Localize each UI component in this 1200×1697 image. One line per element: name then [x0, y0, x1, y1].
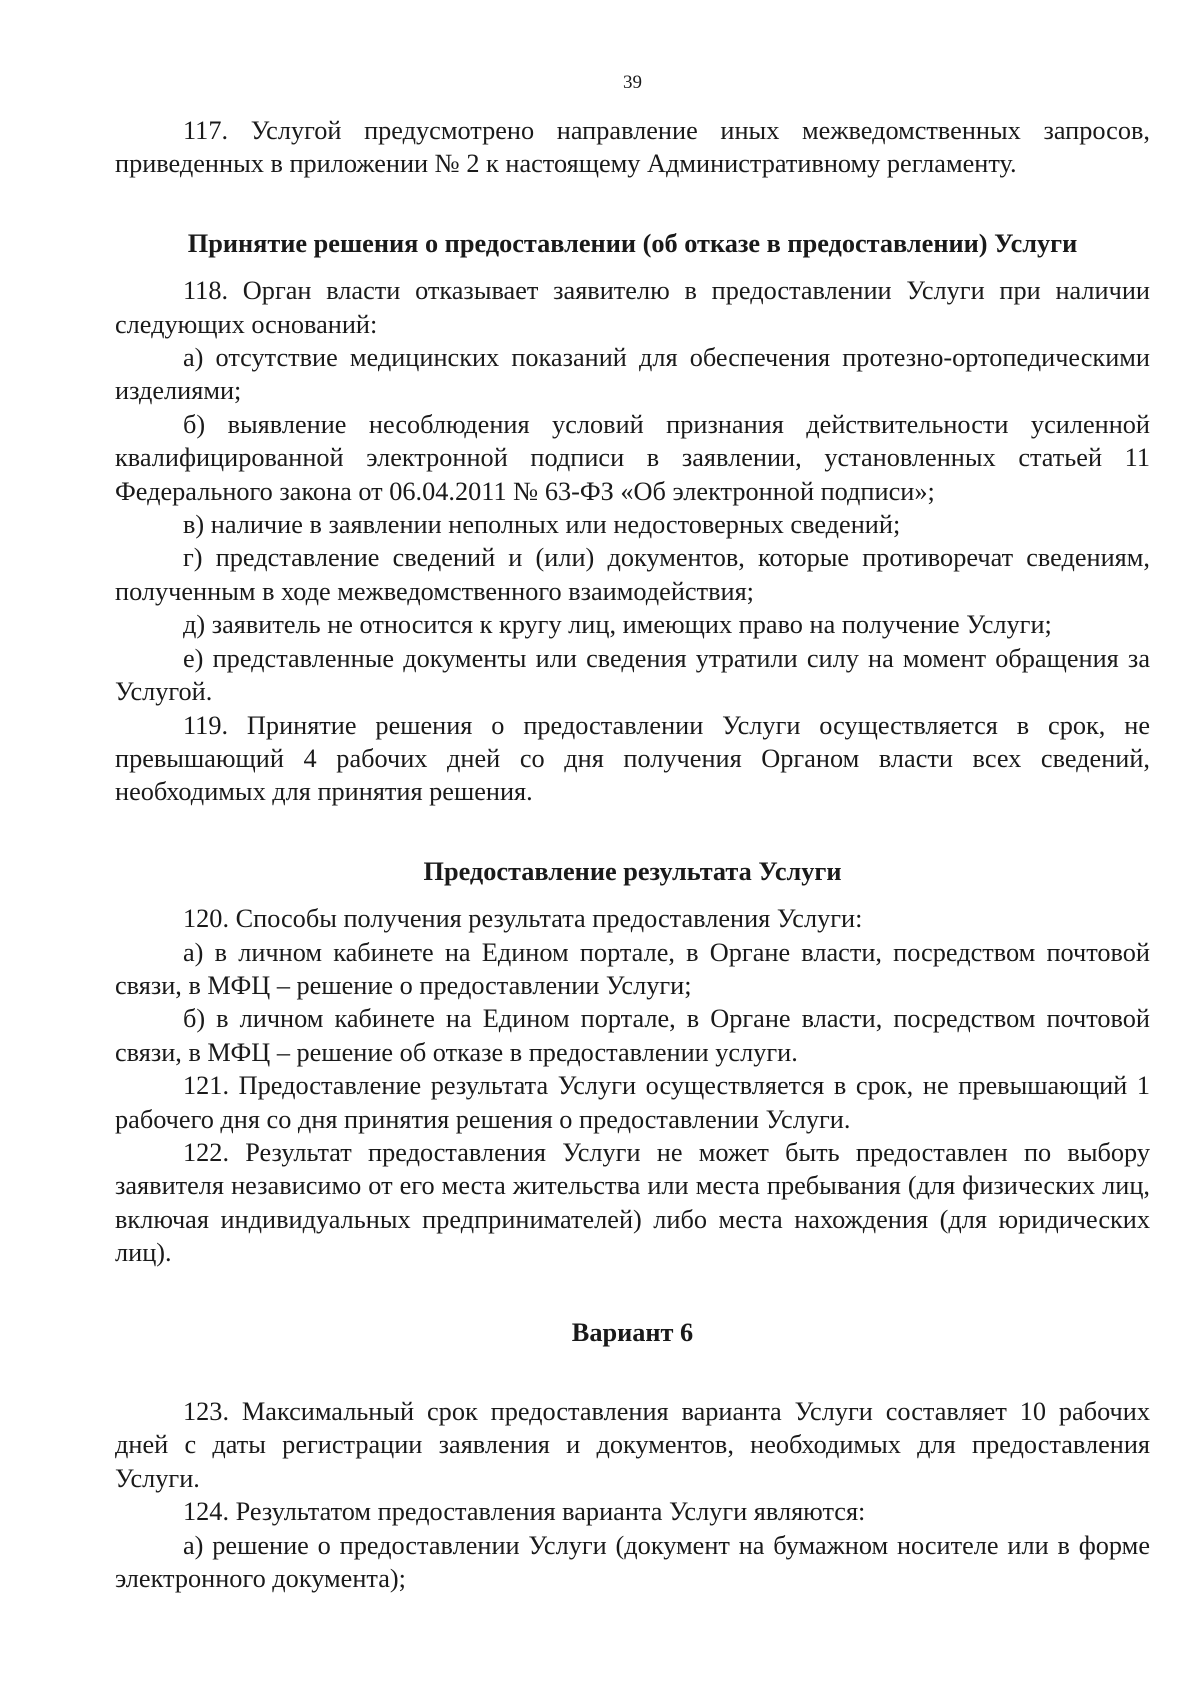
page-number: 39	[623, 72, 642, 93]
spacer	[115, 809, 1150, 855]
paragraph-122: 122. Результат предоставления Услуги не может быть предоставлен по выбору заявителя независимо от его места жительства или места пребывания (для физических лиц, включая индивидуальных предпринимателей) либо места нахождения (для юридических лиц).	[115, 1137, 1150, 1268]
spacer	[115, 888, 1150, 902]
paragraph-117: 117. Услугой предусмотрено направление иных межведомственных запросов, приведенных в приложении № 2 к настоящему Административному регламенту.	[115, 116, 1150, 179]
section-heading-result: Предоставление результата Услуги	[423, 856, 842, 886]
section-heading-decision: Принятие решения о предоставлении (об отказе в предоставлении) Услуги	[187, 228, 1078, 258]
spacer	[115, 181, 1150, 227]
spacer	[115, 1270, 1150, 1316]
list-item-124-a: а) решение о предоставлении Услуги (документ на бумажном носителе или в форме электронного документа);	[115, 1530, 1150, 1594]
list-item-118-e: е) представленные документы или сведения утратили силу на момент обращения за Услугой.	[115, 643, 1150, 707]
list-item-120-b: б) в личном кабинете на Едином портале, в Органе власти, посредством почтовой связи, в МФЦ – решение об отказе в предоставлении услуги.	[115, 1004, 1150, 1067]
paragraph-118: 118. Орган власти отказывает заявителю в предоставлении Услуги при наличии следующих оснований:	[115, 276, 1150, 339]
paragraph-121: 121. Предоставление результата Услуги осуществляется в срок, не превышающий 1 рабочего дня со дня принятия решения о предоставлении Услуги.	[115, 1071, 1150, 1134]
list-item-118-b: б) выявление несоблюдения условий признания действительности усиленной квалифицированной электронной подписи в заявлении, установленных статьей 11 Федерального закона от 06.04.2011 № 63-ФЗ «Об электронной подписи»;	[115, 409, 1150, 506]
paragraph-120: 120. Способы получения результата предоставления Услуги:	[183, 904, 863, 934]
document-body	[115, 114, 1150, 1595]
list-item-120-a: а) в личном кабинете на Едином портале, в Органе власти, посредством почтовой связи, в МФЦ – решение о предоставлении Услуги;	[115, 937, 1150, 1000]
list-item-118-v: в) наличие в заявлении неполных или недостоверных сведений;	[183, 510, 901, 540]
paragraph-124: 124. Результатом предоставления варианта Услуги являются:	[183, 1497, 866, 1527]
paragraph-123: 123. Максимальный срок предоставления варианта Услуги составляет 10 рабочих дней с даты регистрации заявления и документов, необходимых для предоставления Услуги.	[115, 1397, 1150, 1493]
spacer	[115, 1349, 1150, 1395]
section-heading-variant-6: Вариант 6	[571, 1317, 694, 1347]
document-page	[115, 0, 1150, 1697]
paragraph-119: 119. Принятие решения о предоставлении Услуги осуществляется в срок, не превышающий 4 рабочих дней со дня получения Органом власти всех сведений, необходимых для принятия решения.	[115, 710, 1150, 807]
spacer	[115, 260, 1150, 274]
list-item-118-g: г) представление сведений и (или) документов, которые противоречат сведениям, полученным в ходе межведомственного взаимодействия;	[115, 543, 1150, 606]
list-item-118-a: а) отсутствие медицинских показаний для обеспечения протезно-ортопедическими изделиями;	[115, 343, 1150, 406]
list-item-118-d: д) заявитель не относится к кругу лиц, имеющих право на получение Услуги;	[183, 610, 1052, 640]
